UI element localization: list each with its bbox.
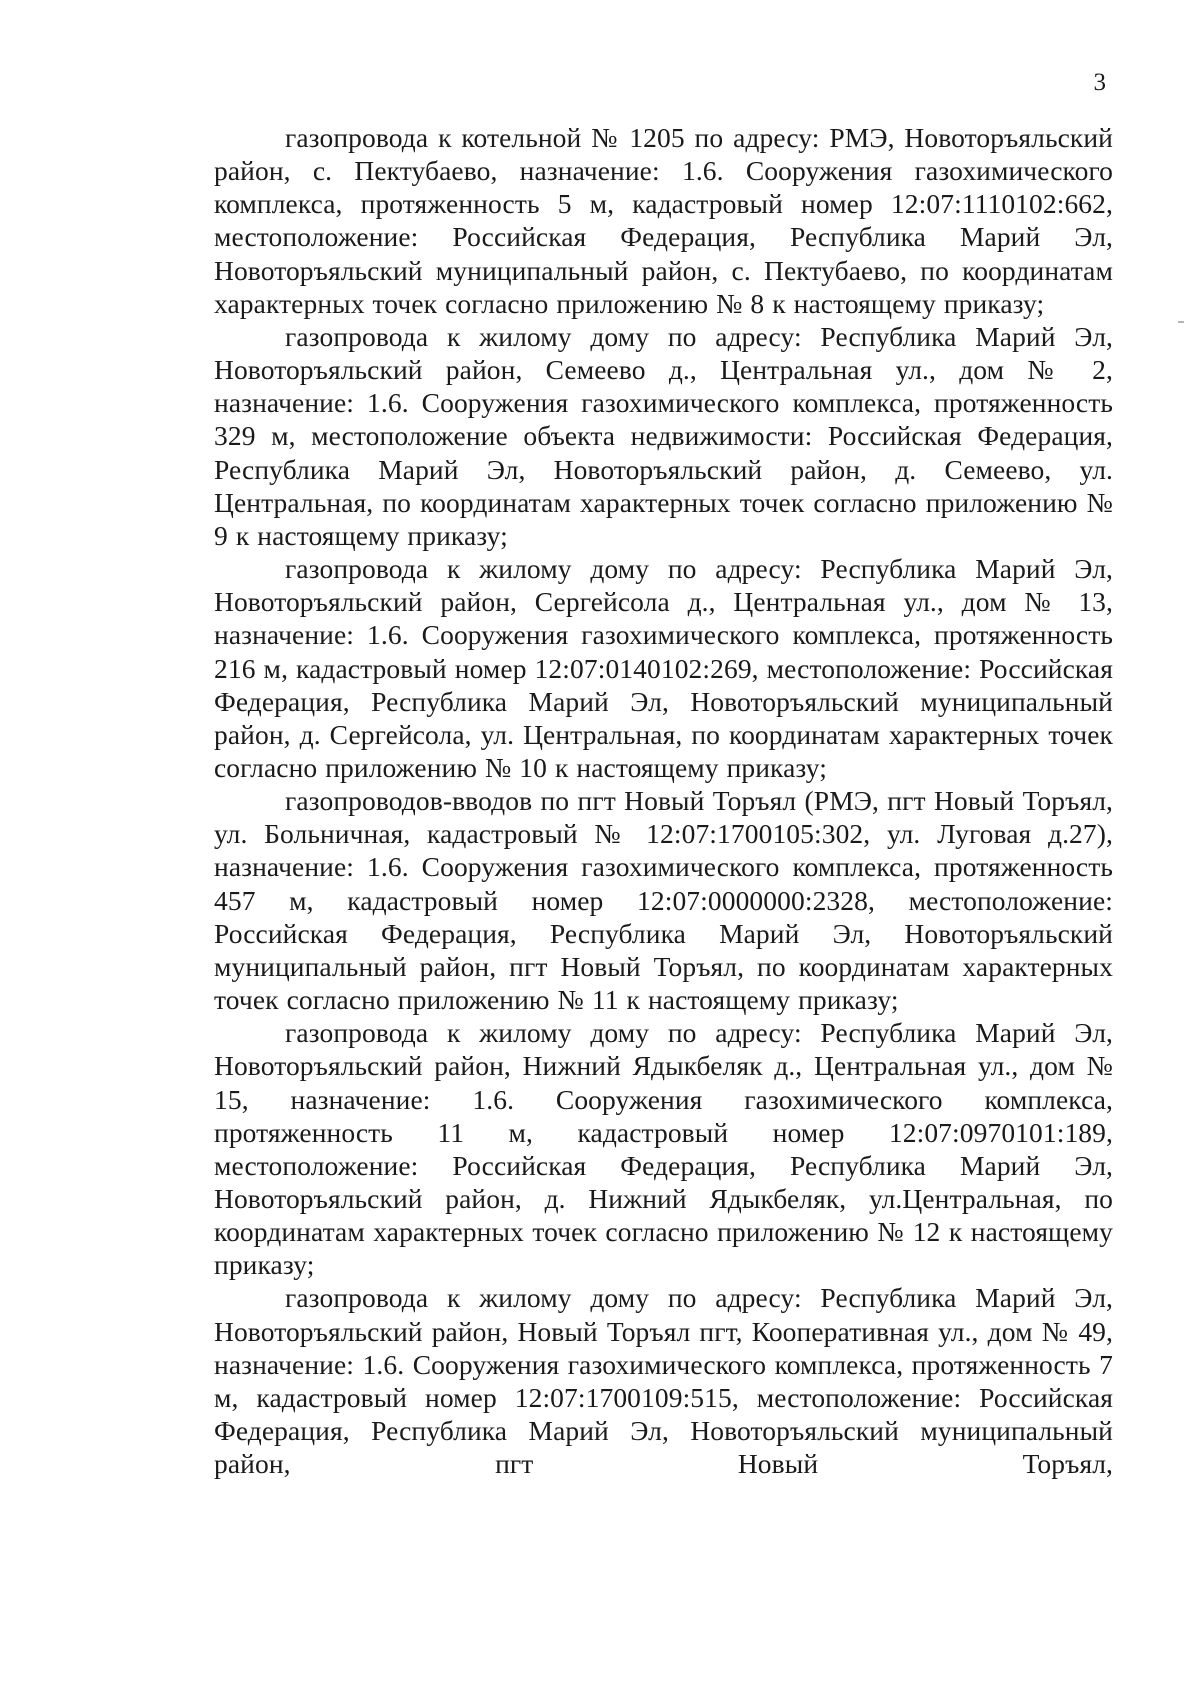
document-body [214, 121, 1113, 1480]
paragraph-pipeline-sergeysola: газопровода к жилому дому по адресу: Республика Марий Эл, Новоторъяльский район, Сергейсола д., Центральная ул., дом № 13, назначение: 1.6. Сооружения газохимического комплекса, протяженность 216 м, кадастровый номер 12:07:0140102:269, местоположение: Российская Федерация, Республика Марий Эл, Новоторъяльский муниципальный район, д. Сергейсола, ул. Центральная, по координатам характерных точек согласно приложению № 10 к настоящему приказу; [214, 553, 1113, 783]
paragraph-pipeline-kooperativnaya: газопровода к жилому дому по адресу: Республика Марий Эл, Новоторъяльский район, Новый Торъял пгт, Кооперативная ул., дом № 49, назначение: 1.6. Сооружения газохимического комплекса, протяженность 7 м, кадастровый номер 12:07:1700109:515, местоположение: Российская Федерация, Республика Марий Эл, Новоторъяльский муниципальный район, пгт Новый Торъял, [214, 1282, 1113, 1480]
paragraph-pipeline-inputs-novy-toryal: газопроводов-вводов по пгт Новый Торъял (РМЭ, пгт Новый Торъял, ул. Больничная, кадастровый № 12:07:1700105:302, ул. Луговая д.27), назначение: 1.6. Сооружения газохимического комплекса, протяженность 457 м, кадастровый номер 12:07:0000000:2328, местоположение: Российская Федерация, Республика Марий Эл, Новоторъяльский муниципальный район, пгт Новый Торъял, по координатам характерных точек согласно приложению № 11 к настоящему приказу; [214, 785, 1113, 1016]
paragraph-pipeline-nizhny-yadykbelyak: газопровода к жилому дому по адресу: Республика Марий Эл, Новоторъяльский район, Нижний Ядыкбеляк д., Центральная ул., дом № 15, назначение: 1.6. Сооружения газохимического комплекса, протяженность 11 м, кадастровый номер 12:07:0970101:189, местоположение: Российская Федерация, Республика Марий Эл, Новоторъяльский район, д. Нижний Ядыкбеляк, ул.Центральная, по координатам характерных точек согласно приложению № 12 к настоящему приказу; [214, 1017, 1113, 1281]
paragraph-pipeline-boiler-1205: газопровода к котельной № 1205 по адресу: РМЭ, Новоторъяльский район, с. Пектубаево, назначение: 1.6. Сооружения газохимического комплекса, протяженность 5 м, кадастровый номер 12:07:1110102:662, местоположение: Российская Федерация, Республика Марий Эл, Новоторъяльский муниципальный район, с. Пектубаево, по координатам характерных точек согласно приложению № 8 к настоящему приказу; [214, 122, 1113, 319]
scan-artifact-mark [1178, 321, 1184, 323]
page-number: 3 [1093, 69, 1106, 96]
paragraph-pipeline-semeevo: газопровода к жилому дому по адресу: Республика Марий Эл, Новоторъяльский район, Семеево д., Центральная ул., дом № 2, назначение: 1.6. Сооружения газохимического комплекса, протяженность 329 м, местоположение объекта недвижимости: Российская Федерация, Республика Марий Эл, Новоторъяльский район, д. Семеево, ул. Центральная, по координатам характерных точек согласно приложению № 9 к настоящему приказу; [214, 320, 1113, 551]
